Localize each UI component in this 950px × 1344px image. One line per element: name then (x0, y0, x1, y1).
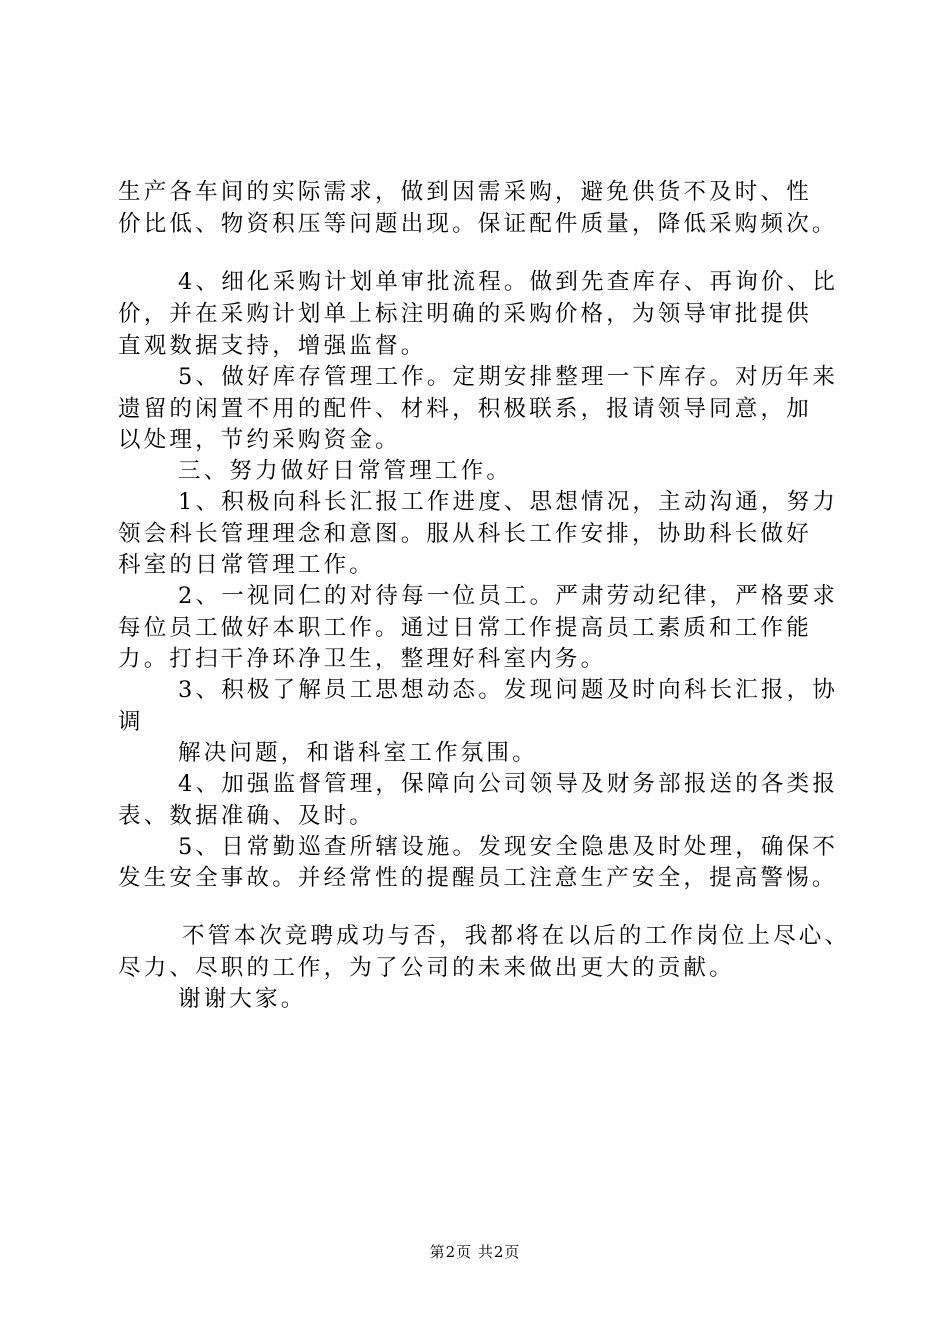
text-line: 价比低、物资积压等问题出现。保证配件质量，降低采购频次。 (118, 211, 838, 237)
text-line: 科室的日常管理工作。 (118, 552, 376, 578)
text-line: 调 (118, 709, 144, 735)
text-line: 每位员工做好本职工作。通过日常工作提高员工素质和工作能 (118, 615, 812, 641)
text-line: 2、一视同仁的对待每一位员工。严肃劳动纪律，严格要求 (178, 583, 839, 609)
text-line: 遗留的闲置不用的配件、材料，积极联系，报请领导同意，加 (118, 396, 812, 422)
text-line: 生产各车间的实际需求，做到因需采购，避免供货不及时、性 (118, 179, 812, 205)
text-line: 5、日常勤巡查所辖设施。发现安全隐患及时处理，确保不 (178, 834, 839, 860)
closing-line: 谢谢大家。 (178, 986, 307, 1012)
text-line: 以处理，节约采购资金。 (118, 427, 401, 453)
text-line: 1、积极向科长汇报工作进度、思想情况，主动沟通，努力 (178, 489, 839, 515)
text-line: 表、数据准确、及时。 (118, 803, 376, 829)
text-line: 发生安全事故。并经常性的提醒员工注意生产安全，提高警惕。 (118, 865, 838, 891)
text-line: 价，并在采购计划单上标注明确的采购价格，为领导审批提供 (118, 301, 812, 327)
section-heading: 三、努力做好日常管理工作。 (178, 458, 513, 484)
text-line: 解决问题，和谐科室工作氛围。 (178, 740, 538, 766)
text-line: 力。打扫干净环净卫生，整理好科室内务。 (118, 646, 607, 672)
text-line: 3、积极了解员工思想动态。发现问题及时向科长汇报，协 (178, 677, 839, 703)
text-line: 不管本次竞聘成功与否，我都将在以后的工作岗位上尽心、 (182, 923, 851, 949)
text-line: 4、加强监督管理，保障向公司领导及财务部报送的各类报 (178, 771, 839, 797)
text-line: 5、做好库存管理工作。定期安排整理一下库存。对历年来 (178, 364, 839, 390)
text-line: 尽力、尽职的工作，为了公司的未来做出更大的贡献。 (118, 955, 735, 981)
text-line: 直观数据支持，增强监督。 (118, 333, 427, 359)
text-line: 4、细化采购计划单审批流程。做到先查库存、再询价、比 (178, 269, 839, 295)
text-line: 领会科长管理理念和意图。服从科长工作安排，协助科长做好 (118, 521, 812, 547)
page-number: 第2页 共2页 (429, 1243, 521, 1261)
